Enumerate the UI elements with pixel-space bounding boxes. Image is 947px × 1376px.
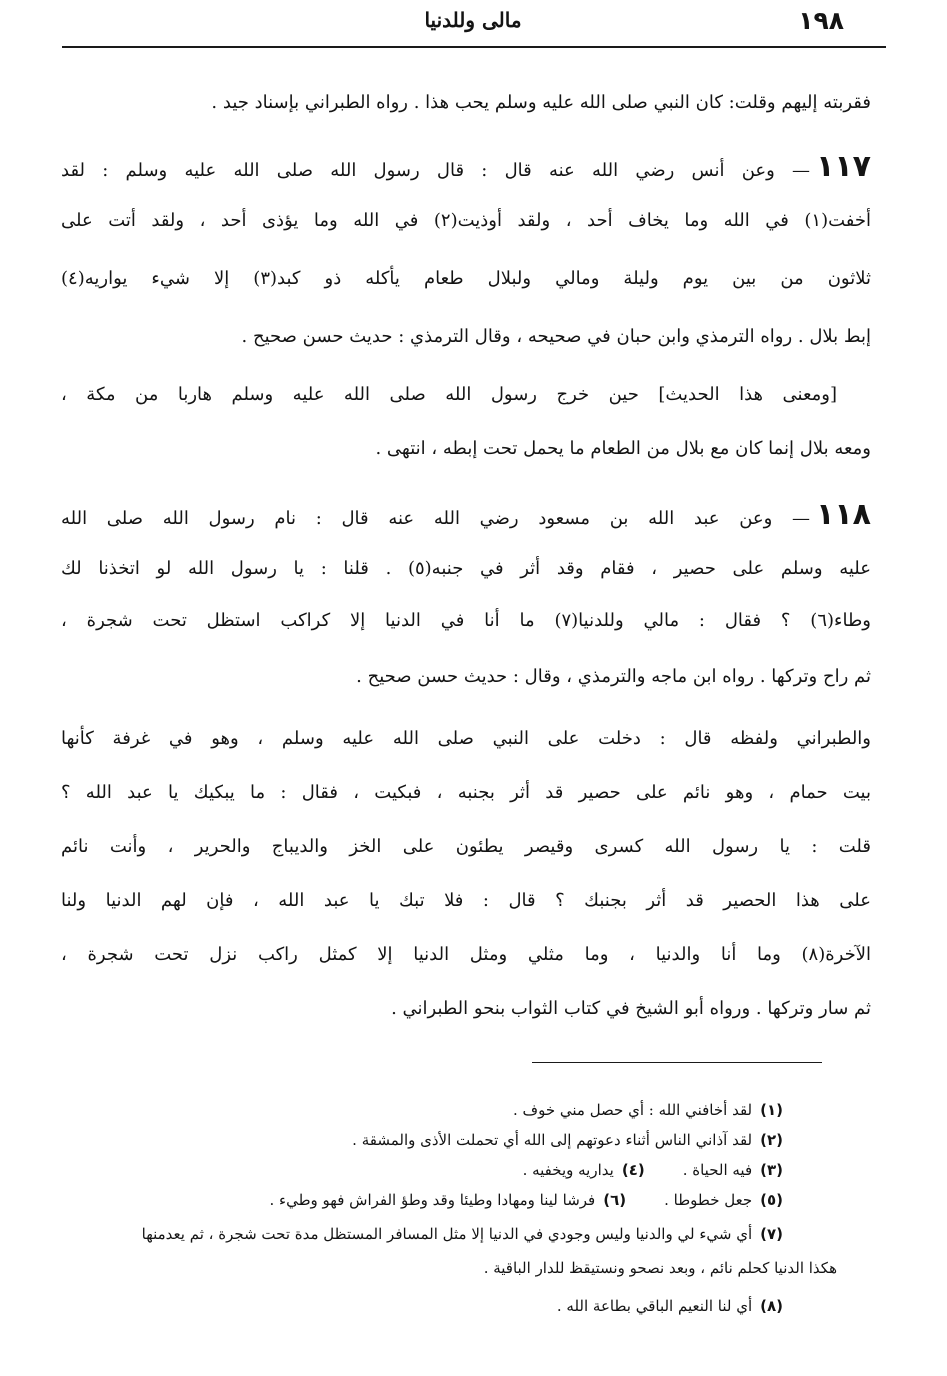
footnote: (٥)جعل خطوطا .(٦)فرشا لينا ومهادا وطيئا وقد وطؤ الفراش فهو وطيء . [269,1191,783,1209]
page-header [62,4,884,40]
body-line: على هذا الحصير قد أثر بجنبك ؟ قال : فلا تبك يا عبد الله ، فإن لهم الدنيا ولنا [61,890,871,911]
hadith-118-line: ١١٨— وعن عبد الله بن مسعود رضي الله عنه قال : نام رسول الله صلى الله [61,500,871,534]
body-line: إبط بلال . رواه الترمذي وابن حبان في صحيحه ، وقال الترمذي : حديث حسن صحيح . [241,326,871,347]
body-line: [ومعنى هذا الحديث] حين خرج رسول الله صلى الله عليه وسلم هاربا من مكة ، [61,384,837,405]
body-line: ثم راح وتركها . رواه ابن ماجه والترمذي ، وقال : حديث حسن صحيح . [356,666,871,687]
body-line: فقربته إليهم وقلت: كان النبي صلى الله عليه وسلم يحب هذا . رواه الطبراني بإسناد جيد . [211,92,871,113]
page-number: ١٩٨ [798,6,844,35]
body-line: قلت : يا رسول الله كسرى وقيصر يطئون على الخز والديباج والحرير ، وأنت نائم [61,836,871,857]
body-line: ومعه بلال إنما كان مع بلال من الطعام ما يحمل تحت إبطه ، انتهى . [375,438,871,459]
body-line: والطبراني ولفظه قال : دخلت على النبي صلى الله عليه وسلم ، وهو في غرفة كأنها [61,728,871,749]
body-line: ثلاثون من بين يوم وليلة ومالي ولبلال طعام يأكله ذو كبد(٣) إلا شيء يواريه(٤) [61,268,871,289]
hadith-117-line: ١١٧— وعن أنس رضي الله عنه قال : قال رسول الله صلى الله عليه وسلم : لقد [61,152,871,186]
footnote: (٢)لقد آذاني الناس أثناء دعوتهم إلى الله أي تحملت الأذى والمشقة . [352,1131,783,1149]
footnote: (٣)فيه الحياة .(٤)يداريه ويخفيه . [522,1161,783,1179]
body-line: عليه وسلم على حصير ، فقام وقد أثر في جنبه(٥) . قلنا : يا رسول الله لو اتخذنا لك [61,558,871,579]
running-title: مالى وللدنيا [424,8,522,32]
body-line: الآخرة(٨) وما أنا والدنيا ، وما مثلي ومثل الدنيا إلا كمثل راكب نزل تحت شجرة ، [61,944,871,965]
header-rule [62,46,886,48]
footnote: (٧)أي شيء لي والدنيا وليس وجودي في الدنيا إلا مثل المسافر المستظل مدة تحت شجرة ، ثم يعدمنها [141,1225,783,1243]
body-line: بيت حمام ، وهو نائم على حصير قد أثر بجنبه ، فبكيت ، فقال : ما يبكيك يا عبد الله ؟ [61,782,871,803]
body-line: وطاء(٦) ؟ فقال : مالي وللدنيا(٧) ما أنا في الدنيا إلا كراكب استظل تحت شجرة ، [61,610,871,631]
body-line: ثم سار وتركها . ورواه أبو الشيخ في كتاب الثواب بنحو الطبراني . [391,998,871,1019]
footnote-rule [532,1062,822,1063]
footnote: (١)لقد أخافني الله : أي حصل مني خوف . [512,1101,783,1119]
body-line: أخفت(١) في الله وما يخاف أحد ، ولقد أوذيت(٢) في الله وما يؤذى أحد ، ولقد أتت على [61,210,871,231]
footnote-continuation: هكذا الدنيا كحلم نائم ، وبعد نصحو ونستيقظ للدار الباقية . [483,1259,837,1277]
footnote: (٨)أي لنا النعيم الباقي بطاعة الله . [556,1297,783,1315]
hadith-number: ١١٧ [816,152,871,184]
hadith-number: ١١٨ [816,500,871,532]
